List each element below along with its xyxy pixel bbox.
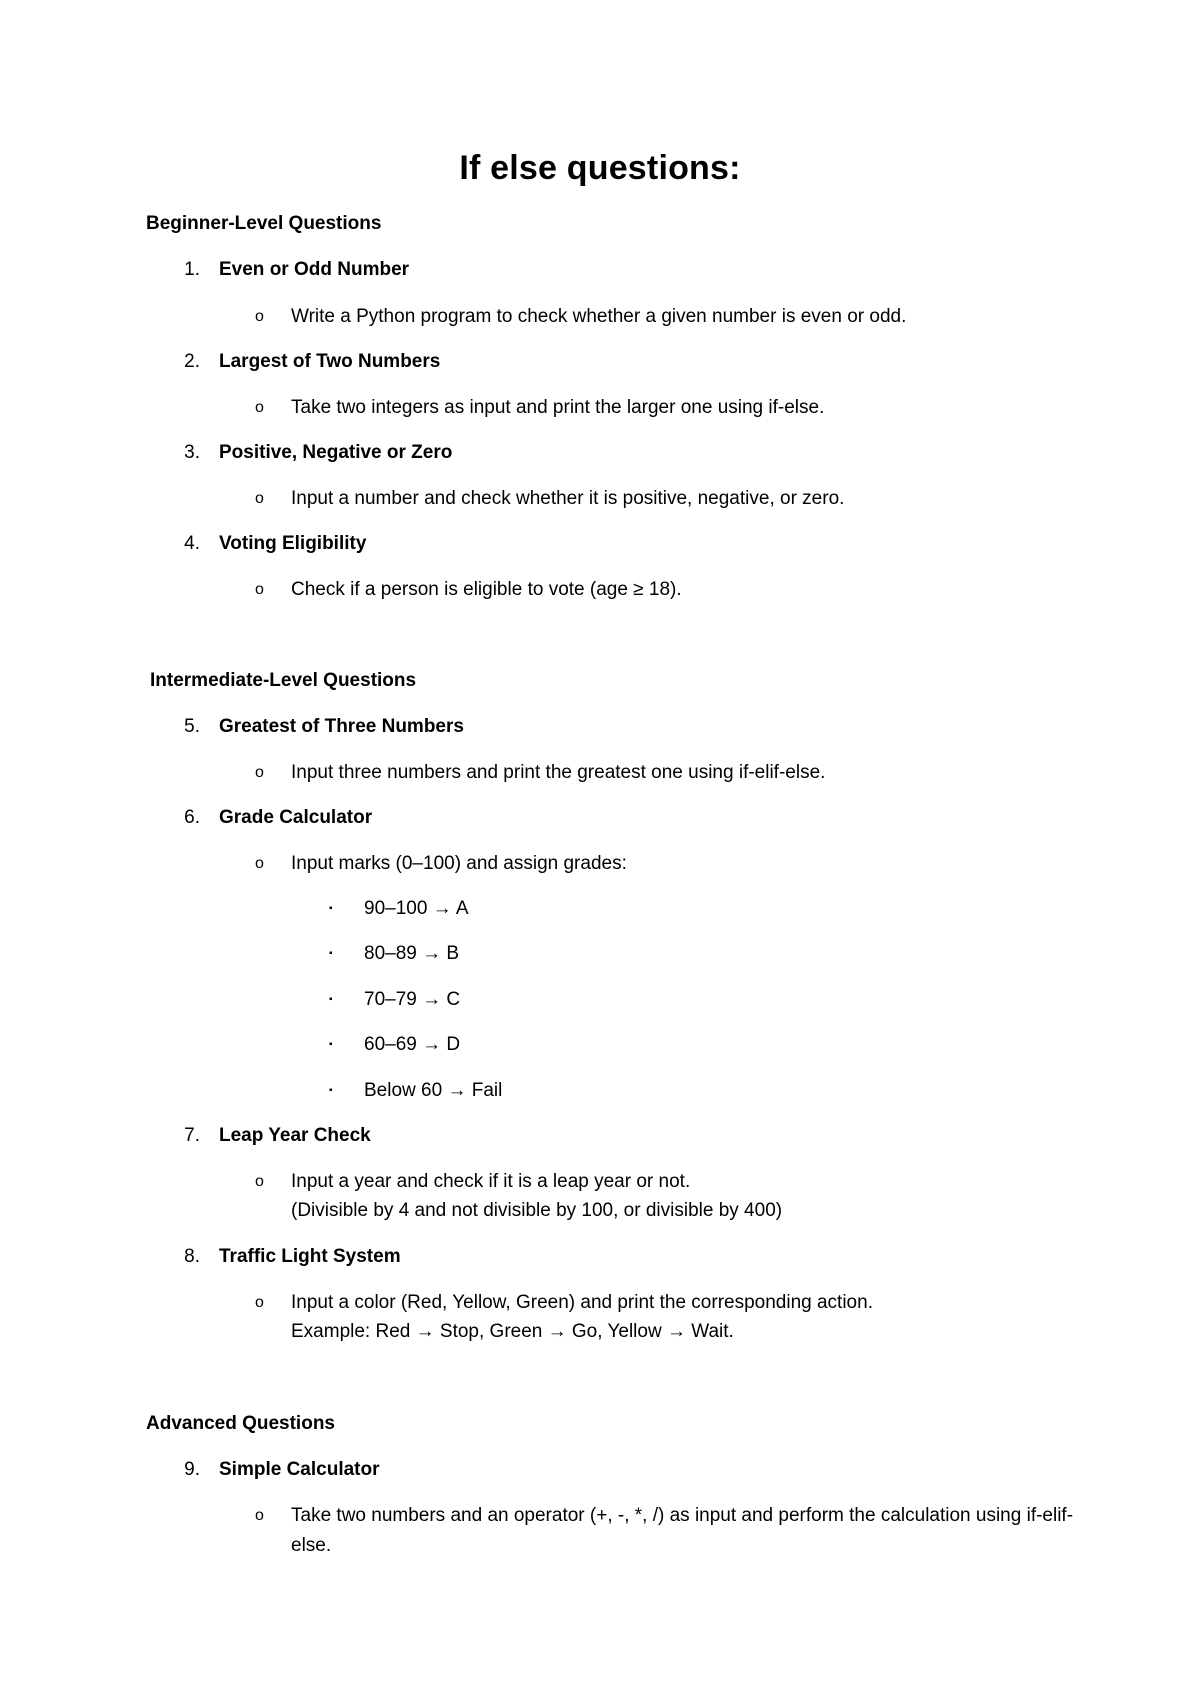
bullet-circle-icon: o xyxy=(255,1507,264,1524)
question-number: 3. xyxy=(184,442,200,463)
question-title: Even or Odd Number xyxy=(219,259,410,280)
question-title: Leap Year Check xyxy=(219,1125,371,1146)
question-description: Take two integers as input and print the larger one using if-else. xyxy=(291,397,825,418)
question-description: Check if a person is eligible to vote (age ≥ 18). xyxy=(291,579,682,600)
question-title: Largest of Two Numbers xyxy=(219,351,441,372)
question-description: Take two numbers and an operator (+, -, *, /) as input and perform the calculation using if-elif-else. xyxy=(291,1505,1074,1556)
bullet-circle-icon: o xyxy=(255,764,264,781)
bullet-circle-icon: o xyxy=(255,1294,264,1311)
bullet-circle-icon: o xyxy=(255,308,264,325)
question-title: Voting Eligibility xyxy=(219,533,367,554)
question-number: 9. xyxy=(184,1459,200,1480)
question-description: Input a year and check if it is a leap year or not. xyxy=(291,1171,691,1192)
question-number: 2. xyxy=(184,351,200,372)
question-title: Simple Calculator xyxy=(219,1459,380,1480)
section-heading-intermediate: Intermediate-Level Questions xyxy=(150,670,417,691)
question-title: Grade Calculator xyxy=(219,807,373,828)
question-description: Input three numbers and print the greatest one using if-elif-else. xyxy=(291,762,826,783)
section-heading-beginner: Beginner-Level Questions xyxy=(146,213,382,234)
question-description: Input a number and check whether it is positive, negative, or zero. xyxy=(291,488,845,509)
question-description: Write a Python program to check whether a given number is even or odd. xyxy=(291,306,907,327)
grade-item: Below 60 → Fail xyxy=(364,1080,503,1101)
question-title: Positive, Negative or Zero xyxy=(219,442,453,463)
bullet-circle-icon: o xyxy=(255,399,264,416)
question-number: 1. xyxy=(184,259,200,280)
question-description: Input marks (0–100) and assign grades: xyxy=(291,853,627,874)
page-title: If else questions: xyxy=(459,149,741,187)
bullet-circle-icon: o xyxy=(255,490,264,507)
question-title: Greatest of Three Numbers xyxy=(219,716,464,737)
grade-item: 80–89 → B xyxy=(364,943,460,964)
question-title: Traffic Light System xyxy=(219,1246,401,1267)
bullet-circle-icon: o xyxy=(255,1173,264,1190)
grade-item: 70–79 → C xyxy=(364,989,461,1010)
question-number: 7. xyxy=(184,1125,200,1146)
grade-item: 90–100 → A xyxy=(364,898,469,919)
question-number: 8. xyxy=(184,1246,200,1267)
question-number: 4. xyxy=(184,533,200,554)
bullet-square-icon: ▪ xyxy=(329,903,333,914)
question-note: Example: Red → Stop, Green → Go, Yellow → Wait. xyxy=(291,1321,734,1342)
question-description: Input a color (Red, Yellow, Green) and print the corresponding action. xyxy=(291,1292,873,1313)
bullet-circle-icon: o xyxy=(255,855,264,872)
bullet-square-icon: ▪ xyxy=(329,1085,333,1096)
bullet-circle-icon: o xyxy=(255,581,264,598)
bullet-square-icon: ▪ xyxy=(329,994,333,1005)
question-number: 5. xyxy=(184,716,200,737)
bullet-square-icon: ▪ xyxy=(329,948,333,959)
bullet-square-icon: ▪ xyxy=(329,1039,333,1050)
grade-item: 60–69 → D xyxy=(364,1034,461,1055)
question-note: (Divisible by 4 and not divisible by 100, or divisible by 400) xyxy=(291,1200,783,1221)
question-number: 6. xyxy=(184,807,200,828)
section-heading-advanced: Advanced Questions xyxy=(146,1413,335,1434)
